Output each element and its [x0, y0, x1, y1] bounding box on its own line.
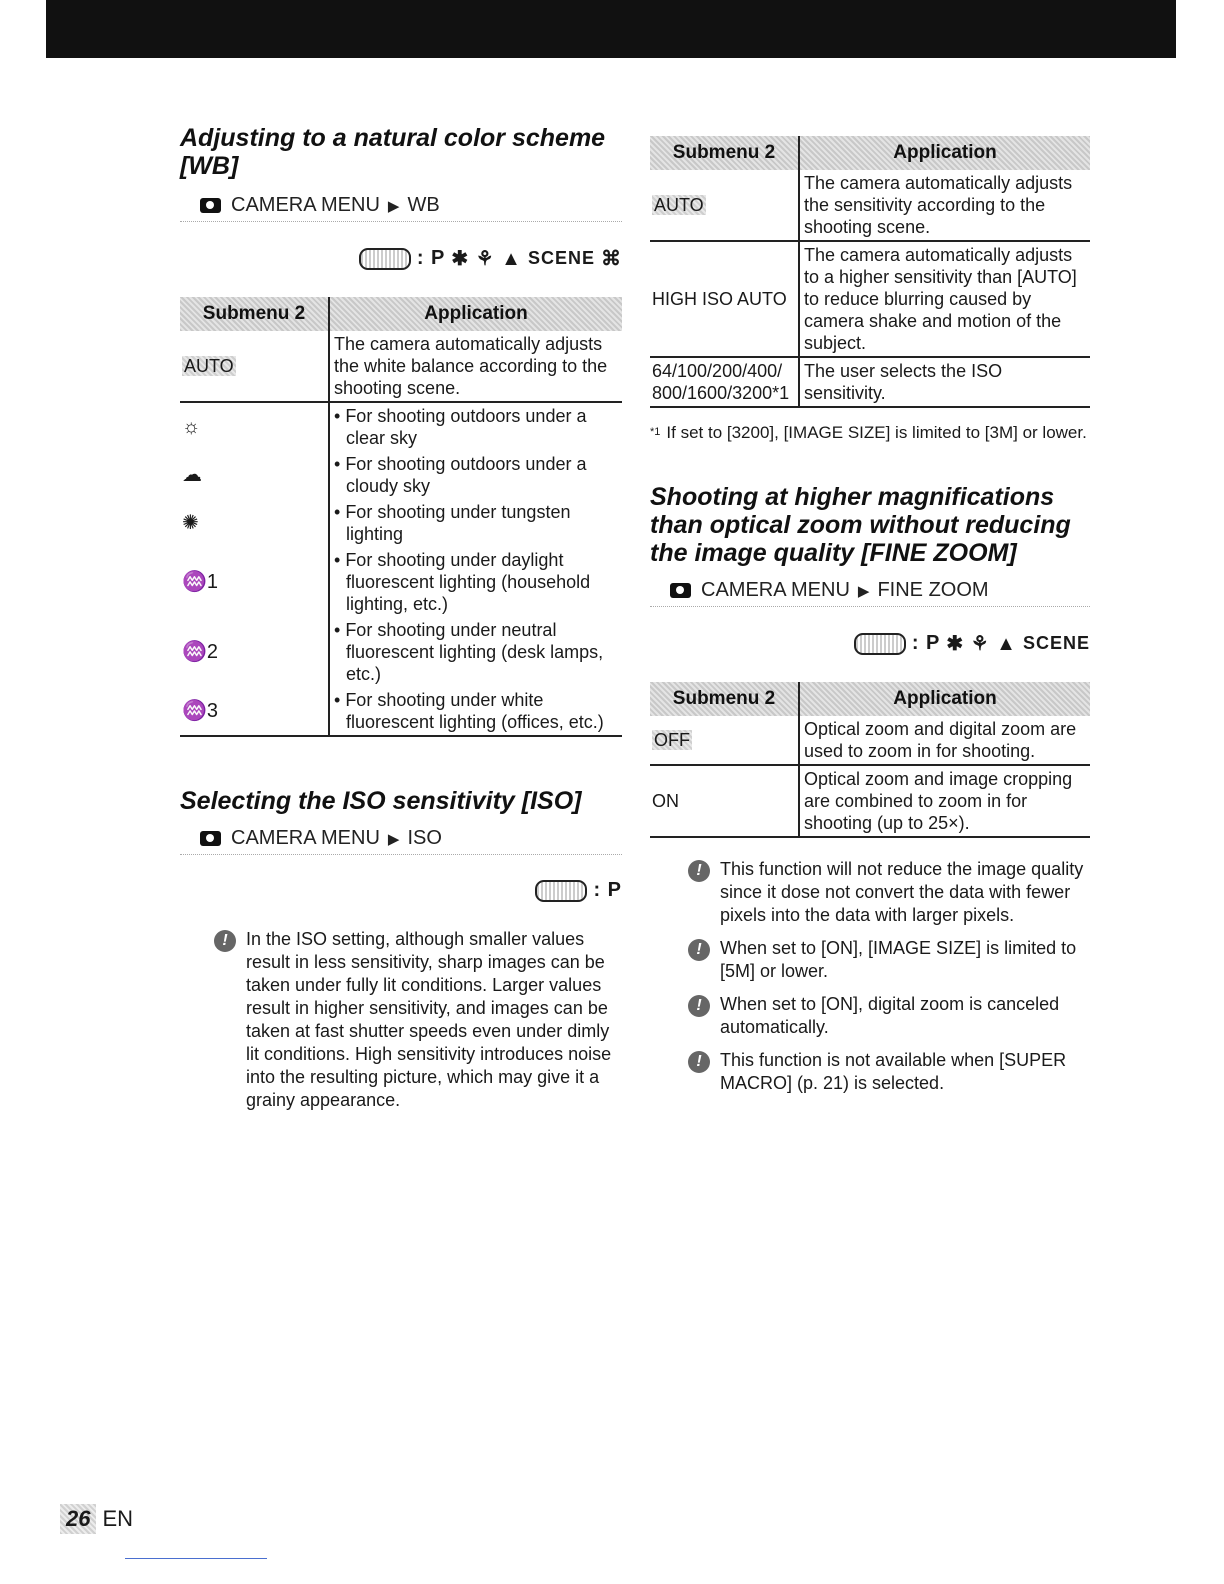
iso-section-title: Selecting the ISO sensitivity [ISO]	[180, 787, 582, 815]
mode-icons: ✱ ⚘ ▲	[946, 633, 1017, 655]
wb-section-title: Adjusting to a natural color scheme [WB]	[180, 124, 606, 180]
header-bar	[46, 0, 1176, 58]
row-key: ON	[650, 765, 799, 837]
note-icon: !	[688, 939, 710, 961]
menu-item: WB	[407, 194, 440, 216]
wb-menu-path	[180, 188, 622, 222]
table-header-application: Application	[329, 297, 622, 331]
arrow-right-icon: ▶	[387, 830, 400, 848]
row-value: For shooting under daylight fluorescent lighting (household lighting, etc.)	[345, 550, 591, 614]
menu-prefix: CAMERA MENU	[231, 827, 380, 849]
table-row: ☁ • For shooting outdoors under a cloudy sky	[180, 451, 622, 499]
note-item	[688, 937, 1090, 983]
table-row: ♒2 • For shooting under neutral fluorescent lighting (desk lamps, etc.)	[180, 617, 622, 687]
note-text: This function will not reduce the image quality since it dose not convert the data with fewer pixels into the data with larger pixels.	[720, 859, 1084, 925]
table-header-submenu: Submenu 2	[180, 297, 329, 331]
camera-icon	[200, 831, 221, 846]
row-value: The camera automatically adjusts the white balance according to the shooting scene.	[329, 331, 622, 402]
zoom-available-modes	[650, 631, 1090, 656]
table-row	[180, 331, 622, 402]
table-row	[650, 765, 1090, 837]
note-icon: !	[214, 930, 236, 952]
row-value: The user selects the ISO sensitivity.	[799, 357, 1090, 407]
arrow-right-icon: ▶	[387, 197, 400, 215]
menu-prefix: CAMERA MENU	[231, 194, 380, 216]
fine-zoom-notes	[650, 858, 1090, 1095]
table-header-application: Application	[799, 682, 1090, 716]
row-value: For shooting under tungsten lighting	[345, 502, 571, 544]
mode-scene: SCENE	[527, 248, 595, 268]
divider	[125, 1558, 267, 1559]
table-row	[650, 357, 1090, 407]
mode-scene: SCENE	[1022, 633, 1090, 653]
table-header-submenu: Submenu 2	[650, 682, 799, 716]
left-column	[180, 124, 622, 1122]
mode-p: : P	[416, 247, 446, 269]
row-value: For shooting outdoors under a cloudy sky	[345, 454, 587, 496]
zoom-menu-path	[650, 573, 1090, 607]
menu-item: FINE ZOOM	[877, 579, 989, 601]
fine-zoom-section-title: Shooting at higher magnifications than optical zoom without reducing the image quality [FINE ZOOM]	[650, 483, 1071, 567]
fluorescent-2-icon: ♒2	[182, 641, 219, 663]
iso-menu-path	[180, 821, 622, 855]
mode-dial-icon	[854, 633, 906, 655]
mode-p: : P	[593, 879, 622, 901]
table-header-application: Application	[799, 136, 1090, 170]
sunny-icon: ☼	[182, 416, 201, 438]
note-text: This function is not available when [SUPER MACRO] (p. 21) is selected.	[720, 1050, 1067, 1093]
table-row	[650, 716, 1090, 765]
row-value: For shooting under neutral fluorescent lighting (desk lamps, etc.)	[345, 620, 604, 684]
iso-table	[650, 136, 1090, 408]
mode-p: : P	[911, 632, 941, 654]
note-text: When set to [ON], [IMAGE SIZE] is limited to [5M] or lower.	[720, 938, 1077, 981]
page-number	[60, 1504, 133, 1534]
note-text: In the ISO setting, although smaller values result in less sensitivity, sharp images can be taken under fully lit conditions. Larger values result in higher sensitivity, and images can be taken at fast shutter speeds even under dimly lit conditions. High sensitivity introduces noise into the resulting picture, which may give it a grainy appearance.	[246, 929, 612, 1110]
tungsten-icon: ✺	[182, 512, 199, 534]
row-value: The camera automatically adjusts the sensitivity according to the shooting scene.	[799, 170, 1090, 241]
table-row: ✺ • For shooting under tungsten lighting	[180, 499, 622, 547]
fluorescent-1-icon: ♒1	[182, 571, 219, 593]
note-text: When set to [ON], digital zoom is canceled automatically.	[720, 994, 1060, 1037]
row-value: Optical zoom and digital zoom are used to zoom in for shooting.	[799, 716, 1090, 765]
row-value: The camera automatically adjusts to a higher sensitivity than [AUTO] to reduce blurring caused by camera shake and motion of the subject.	[799, 241, 1090, 357]
arrow-right-icon: ▶	[857, 582, 870, 600]
camera-icon	[670, 583, 691, 598]
page-language: EN	[102, 1506, 134, 1531]
mode-dial-icon	[535, 880, 587, 902]
menu-item: ISO	[407, 827, 442, 849]
mode-icons: ✱ ⚘ ▲	[451, 248, 522, 270]
row-value: For shooting under white fluorescent lighting (offices, etc.)	[345, 690, 604, 732]
note-item	[688, 993, 1090, 1039]
fine-zoom-table	[650, 682, 1090, 838]
table-row	[650, 170, 1090, 241]
movie-icon: ⌘	[601, 248, 622, 270]
wb-available-modes	[180, 246, 622, 271]
note-icon: !	[688, 860, 710, 882]
fluorescent-3-icon: ♒3	[182, 700, 219, 722]
menu-prefix: CAMERA MENU	[701, 579, 850, 601]
page-number-value: 26	[60, 1504, 96, 1534]
note-item	[688, 1049, 1090, 1095]
mode-dial-icon	[359, 248, 411, 270]
row-key: OFF	[654, 730, 690, 750]
row-key: AUTO	[654, 195, 704, 215]
wb-table	[180, 297, 622, 737]
iso-available-modes	[180, 879, 622, 902]
cloudy-icon: ☁	[182, 464, 202, 486]
row-key: AUTO	[184, 356, 234, 376]
note-icon: !	[688, 1051, 710, 1073]
table-row	[650, 241, 1090, 357]
camera-icon	[200, 198, 221, 213]
footnote-mark: *1	[650, 426, 661, 438]
note-item	[688, 858, 1090, 927]
footnote-text: If set to [3200], [IMAGE SIZE] is limited to [3M] or lower.	[666, 423, 1087, 442]
row-key: 64/100/200/400/ 800/1600/3200*1	[650, 357, 799, 407]
table-header-submenu: Submenu 2	[650, 136, 799, 170]
table-row: ☼ • For shooting outdoors under a clear sky	[180, 402, 622, 451]
row-value: Optical zoom and image cropping are combined to zoom in for shooting (up to 25×).	[799, 765, 1090, 837]
row-value: For shooting outdoors under a clear sky	[345, 406, 587, 448]
iso-footnote	[650, 422, 1090, 443]
iso-note	[180, 928, 622, 1112]
table-row: ♒1 • For shooting under daylight fluorescent lighting (household lighting, etc.)	[180, 547, 622, 617]
table-row: ♒3 • For shooting under white fluorescent lighting (offices, etc.)	[180, 687, 622, 736]
note-icon: !	[688, 995, 710, 1017]
right-column	[650, 136, 1090, 1105]
row-key: HIGH ISO AUTO	[650, 241, 799, 357]
